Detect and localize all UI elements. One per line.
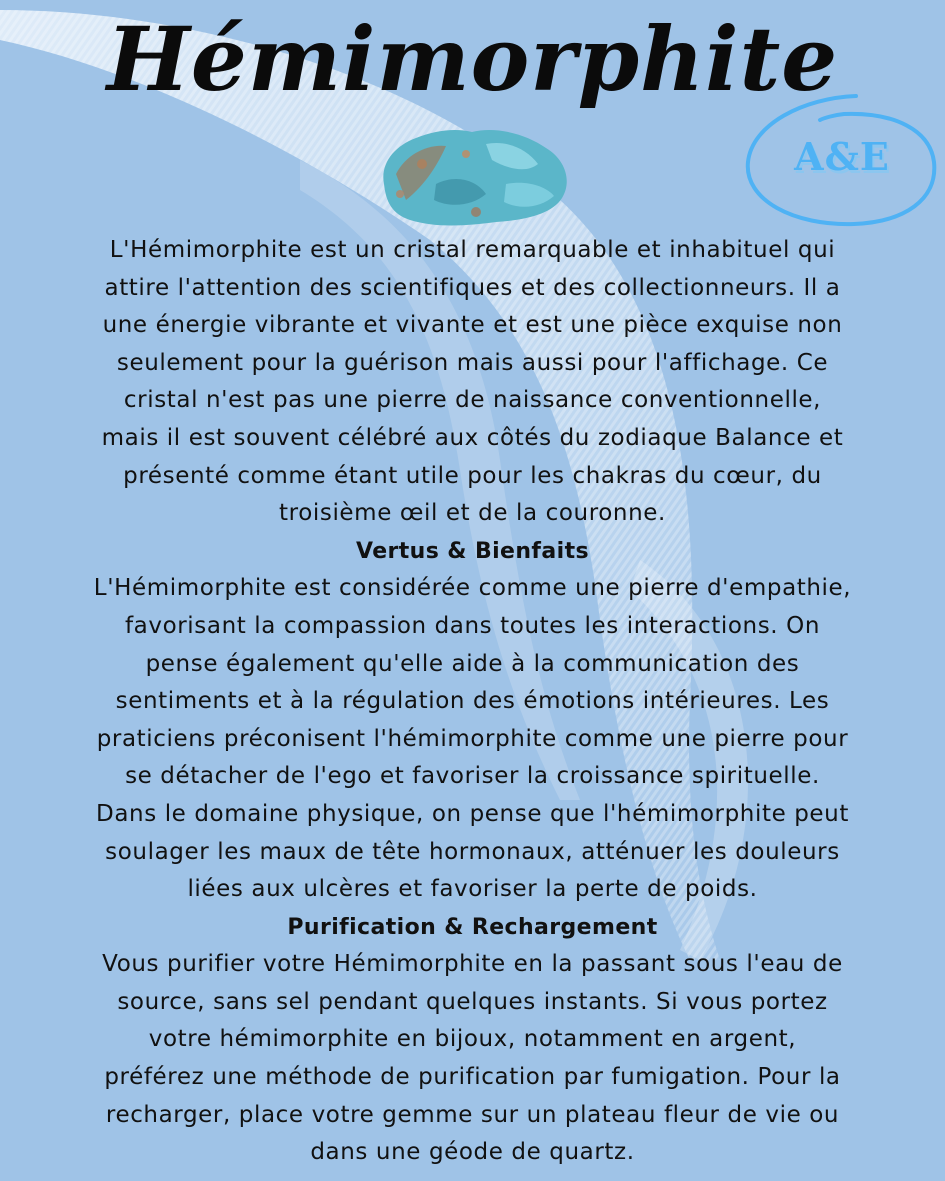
text-line: source, sans sel pendant quelques instants. Si vous portez [117, 988, 828, 1015]
article-body [18, 232, 927, 1172]
text-line: recharger, place votre gemme sur un plateau fleur de vie ou [105, 1101, 840, 1128]
text-line: praticiens préconisent l'hémimorphite comme une pierre pour [96, 725, 849, 752]
logo-text: A&E [794, 134, 890, 179]
intro-paragraph [18, 232, 927, 533]
text-line: sentiments et à la régulation des émotions intérieures. Les [115, 688, 830, 715]
text-line: liées aux ulcères et favoriser la perte de poids. [187, 876, 758, 903]
text-line: seulement pour la guérison mais aussi pour l'affichage. Ce [116, 349, 829, 376]
purification-paragraph [18, 946, 927, 1172]
page-title: Hémimorphite [106, 7, 839, 111]
section-heading-purification: Purification & Rechargement [287, 914, 658, 940]
section-heading-vertus: Vertus & Bienfaits [355, 538, 590, 564]
text-line: Vous purifier votre Hémimorphite en la passant sous l'eau de [102, 951, 843, 978]
text-line: votre hémimorphite en bijoux, notamment en argent, [148, 1026, 797, 1053]
text-line: présenté comme étant utile pour les chakras du cœur, du [123, 462, 822, 489]
vertus-paragraph [18, 570, 927, 908]
text-line: Dans le domaine physique, on pense que l'hémimorphite peut [96, 800, 849, 827]
text-line: pense également qu'elle aide à la communication des [145, 650, 800, 677]
text-line: L'Hémimorphite est un cristal remarquable et inhabituel qui [109, 237, 836, 263]
text-line: favorisant la compassion dans toutes les interactions. On [124, 612, 821, 639]
text-line: une énergie vibrante et vivante et est une pièce exquise non [102, 312, 843, 339]
text-line: se détacher de l'ego et favoriser la croissance spirituelle. [125, 763, 820, 790]
text-line: mais il est souvent célébré aux côtés du zodiaque Balance et [101, 424, 844, 451]
text-line: soulager les maux de tête hormonaux, atténuer les douleurs [105, 838, 840, 865]
text-line: dans une géode de quartz. [310, 1139, 635, 1166]
text-line: L'Hémimorphite est considérée comme une pierre d'empathie, [93, 575, 852, 602]
text-line: cristal n'est pas une pierre de naissance conventionnelle, [123, 387, 822, 414]
brand-logo [744, 90, 940, 230]
text-line: troisième œil et de la couronne. [279, 500, 666, 527]
stone-image [376, 124, 572, 228]
text-line: préférez une méthode de purification par fumigation. Pour la [104, 1064, 841, 1091]
text-line: attire l'attention des scientifiques et des collectionneurs. Il a [104, 274, 841, 301]
